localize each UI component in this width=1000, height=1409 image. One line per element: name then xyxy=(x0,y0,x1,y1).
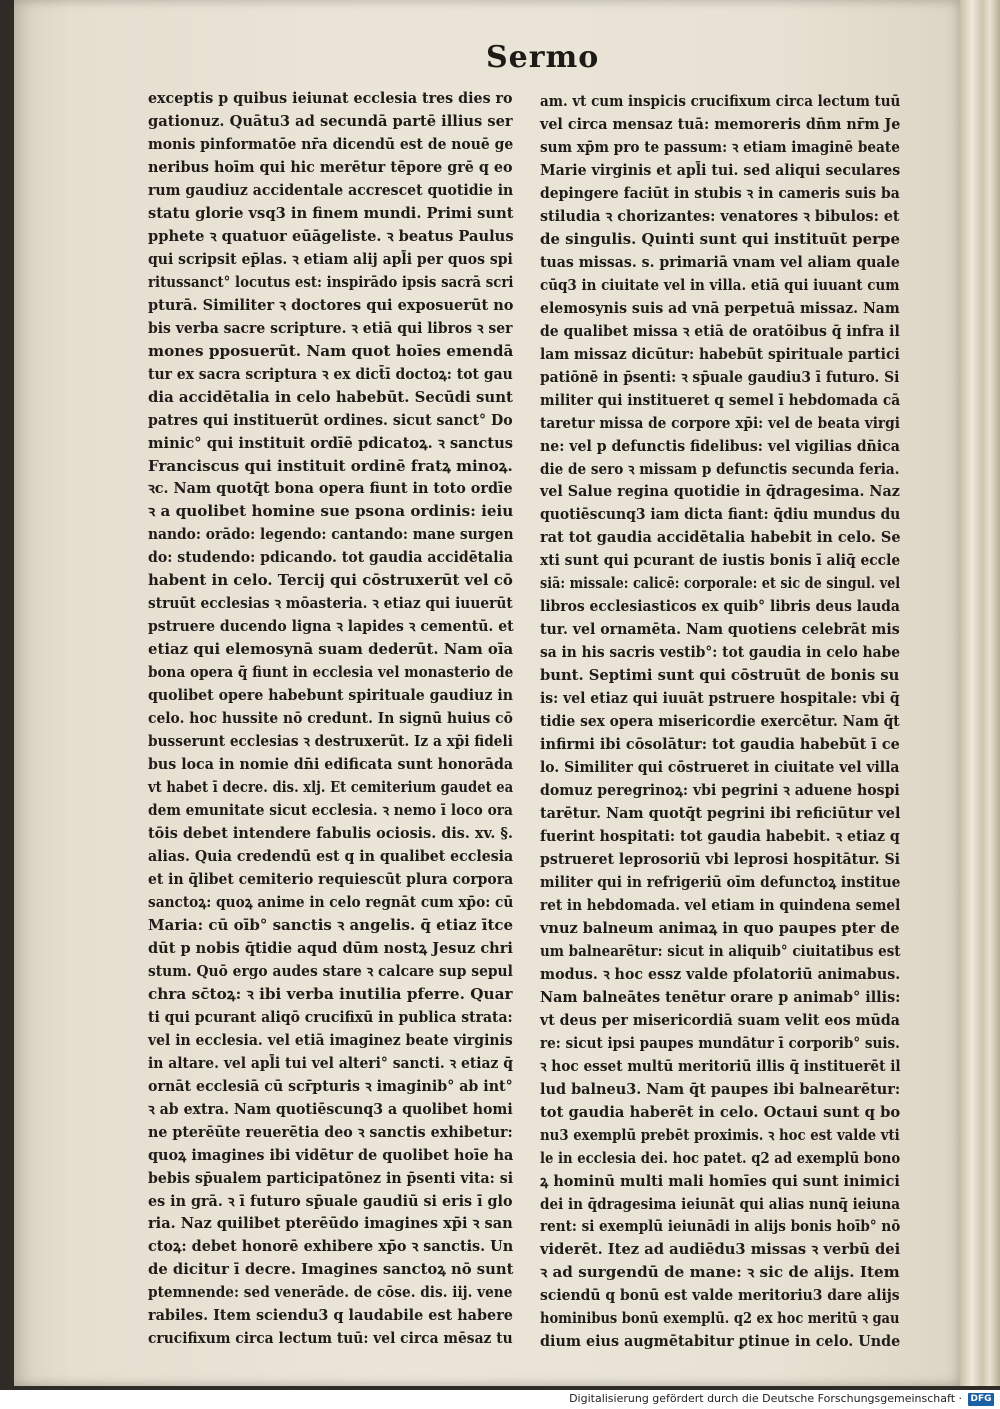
text-line: ti qui pcurant aliqō crucifixū in publica strata: xyxy=(148,1008,513,1026)
text-line: quoꝝ imagines ibi vidētur de quolibet hoīe ha xyxy=(148,1146,514,1164)
text-line: de dicitur ī decre. Imagines sanctoꝝ nō sunt xyxy=(148,1261,514,1279)
text-line: hominibus bonū exemplū. q2 ex hoc meritū ꝛ gau xyxy=(540,1310,900,1328)
text-line: de qualibet missa ꝛ etiā de oratōibus q̄ infra il xyxy=(540,322,900,340)
text-line: lud balneu3. Nam q̄t paupes ibi balnearētur: xyxy=(540,1080,901,1098)
text-line: domuz peregrinoꝝ: vbi pegrini ꝛ aduene hospi xyxy=(540,782,900,800)
text-line: minic° qui instituit ordīē pdicatoꝝ. ꝛ sanctus xyxy=(148,434,514,452)
text-line: et in q̄libet cemiterio requiescūt plura corpora xyxy=(148,870,514,888)
text-line: ꝝ hominū multi mali homīes qui sunt inimici xyxy=(540,1172,900,1190)
text-line: qui scripsit ep̄las. ꝛ etiam alij apl̄i per quos spi xyxy=(148,250,513,268)
text-line: tuas missas. s. primariā vnam vel aliam quale xyxy=(540,253,900,271)
text-line: ctoꝝ: debet honorē exhibere xp̄o ꝛ sanctis. Un xyxy=(148,1238,514,1256)
text-line: tarētur. Nam quotq̄t pegrini ibi reficiūtur vel xyxy=(540,805,901,823)
text-line: alias. Quia credendū est q in qualibet ecclesia xyxy=(148,847,514,865)
text-line: pstruere ducendo ligna ꝛ lapides ꝛ cementū. et xyxy=(148,618,514,636)
text-line: siā: missale: calicē: corporale: et sic de singul. vel xyxy=(540,575,901,593)
text-line: nu3 exemplū prebēt proximis. ꝛ hoc est valde vti xyxy=(540,1126,900,1144)
text-line: pphete ꝛ quatuor eūāgeliste. ꝛ beatus Paulus xyxy=(148,227,514,245)
text-line: libros ecclesiasticos ex quib° libris deus lauda xyxy=(540,598,900,616)
text-line: dūt p nobis q̄tidie aqud dūm nostꝝ Jesuz chri xyxy=(148,939,513,957)
text-line: militer qui in refrigeriū oīm defunctoꝝ institue xyxy=(540,873,901,891)
text-line: vt habet ī decre. dis. xlj. Et cemiterium gaudet ea xyxy=(148,779,514,797)
text-line: rum gaudiuz accidentale accrescet quotidie in xyxy=(148,181,514,199)
text-line: celo. hoc hussite nō credunt. In signū huius cō xyxy=(148,710,513,728)
text-line: depingere faciūt in stubis ꝛ in cameris suis ba xyxy=(540,184,900,202)
text-line: um balnearētur: sicut in aliquib° ciuitatibus est xyxy=(540,942,901,960)
digitization-footer xyxy=(0,1390,1000,1409)
text-line: de singulis. Quinti sunt qui instituūt perpe xyxy=(540,230,900,248)
text-line: sanctoꝝ: quoꝝ anime in celo regnāt cum xp̄o: cū xyxy=(148,893,514,911)
text-line: Marie virginis et apl̄i tui. sed aliqui seculares xyxy=(540,161,901,179)
text-line: quolibet opere habebunt spirituale gaudiuz in xyxy=(148,687,514,705)
text-line: es in grā. ꝛ ī futuro sp̄uale gaudiū si eris ī glo xyxy=(148,1192,513,1210)
text-line: ꝛ ab extra. Nam quotiēscunq3 a quolibet homi xyxy=(148,1100,513,1118)
text-line: tōis debet intendere fabulis ociosis. dis. xv. §. xyxy=(148,825,513,842)
text-line: busserunt ecclesias ꝛ destruxerūt. Iz a xp̄i fideli xyxy=(148,733,513,751)
text-line: nando: orādo: legendo: cantando: mane surgen xyxy=(148,526,514,544)
text-line: sciendū q bonū est valde meritoriu3 dare alijs xyxy=(540,1287,900,1305)
text-line: patiōnē in p̄senti: ꝛ sp̄uale gaudiu3 ī futuro. Si xyxy=(540,368,900,386)
text-line: dei in q̄dragesima ieiunāt qui alias nunq̄ ieiuna xyxy=(540,1195,900,1213)
text-line: etiaz qui elemosynā suam dederūt. Nam oīa xyxy=(148,641,514,659)
text-line: ornāt ecclesiā cū scr̄pturis ꝛ imaginib° ab int° xyxy=(148,1077,513,1095)
text-line: rabiles. Item sciendu3 q laudabile est habere xyxy=(148,1307,513,1325)
text-line: re: sicut ipsi paupes mundātur ī corporib° suis. xyxy=(540,1034,900,1052)
text-line: do: studendo: pdicando. tot gaudia accidētalia xyxy=(148,549,514,567)
text-line: tur. vel ornamēta. Nam quotiens celebrāt mis xyxy=(540,621,900,639)
text-line: statu glorie vsq3 in finem mundi. Primi sunt xyxy=(148,204,514,222)
text-line: gationuz. Quātu3 ad secundā partē illius ser xyxy=(148,112,513,130)
text-line: sum xp̄m pro te passum: ꝛ etiam imaginē beate xyxy=(540,138,900,156)
text-line: viderēt. Itez ad audiēdu3 missas ꝛ verbū dei xyxy=(540,1241,901,1259)
text-line: ꝛc. Nam quotq̄t bona opera fiunt in toto ordīe xyxy=(148,480,513,498)
text-line: Nam balneātes tenētur orare p animab° illis: xyxy=(540,988,901,1006)
text-line: vt deus per misericordiā suam velit eos mūda xyxy=(540,1011,900,1029)
text-line: taretur missa de corpore xp̄i: vel de beata virgi xyxy=(540,414,900,432)
text-line: mones pposuerūt. Nam quot hoīes emendā xyxy=(148,342,514,360)
text-line: bona opera q̄ fiunt in ecclesia vel monasterio de xyxy=(148,664,514,682)
text-line: vel Salue regina quotidie in q̄dragesima. Naz xyxy=(540,483,900,501)
text-line: fuerint hospitati: tot gaudia habebit. ꝛ etiaz q xyxy=(540,828,900,845)
text-line: lam missaz dicūtur: habebūt spirituale partici xyxy=(540,345,900,363)
text-line: ne: vel p defunctis fidelibus: vel vigilias dn̄ica xyxy=(540,437,900,455)
text-line: bebis sp̄ualem participatōnez in p̄senti vita: si xyxy=(148,1169,514,1187)
text-line: infirmi ibi cōsolātur: tot gaudia habebūt ī ce xyxy=(540,736,900,754)
text-line: vel in ecclesia. vel etiā imaginez beate virginis xyxy=(148,1031,513,1049)
text-line: rat tot gaudia accidētalia habebit in celo. Se xyxy=(540,529,901,547)
footer-credit: Digitalisierung gefördert durch die Deutsche Forschungsgemeinschaft · xyxy=(569,1392,962,1405)
text-line: stum. Quō ergo audes stare ꝛ calcare sup sepul xyxy=(148,962,513,980)
text-line: struūt ecclesias ꝛ mōasteria. ꝛ etiaz qui iuuerūt xyxy=(148,595,513,613)
text-line: tidie sex opera misericordie exercētur. Nam q̄t xyxy=(540,713,900,731)
text-line: xti sunt qui pcurant de iustis bonis ī aliq̄ eccle xyxy=(540,552,901,570)
text-line: ret in hebdomada. vel etiam in quindena semel xyxy=(540,896,901,914)
text-line: ꝛ hoc esset multū meritoriū illis q̄ instituerēt il xyxy=(540,1057,901,1075)
text-line: pstrueret leprosoriū vbi leprosi hospitātur. Si xyxy=(540,850,901,868)
page-edge xyxy=(960,0,1000,1386)
text-line: vel circa mensaz tuā: memoreris dn̄m nr̄m Je xyxy=(540,115,901,133)
text-line: die de sero ꝛ missam p defunctis secunda feria. xyxy=(540,460,900,478)
text-line: rent: si exemplū ieiunādi in alijs bonis hoīb° nō xyxy=(540,1218,901,1236)
text-line: stiludia ꝛ chorizantes: venatores ꝛ bibulos: et xyxy=(540,207,900,225)
text-line: in altare. vel apl̄i tui vel alteri° sancti. ꝛ etiaz q̄ xyxy=(148,1054,513,1072)
text-line: Maria: cū oīb° sanctis ꝛ angelis. q̄ etiaz ītce xyxy=(148,916,514,934)
left-text-column xyxy=(148,88,513,1351)
dfg-logo: DFG xyxy=(968,1393,994,1406)
text-line: dium eius augmētabitur ꝑtinue in celo. Unde xyxy=(540,1333,901,1351)
text-line: monis pinformatōe nr̄a dicendū est de nouē ge xyxy=(148,135,514,153)
text-line: dem emunitate sicut ecclesia. ꝛ nemo ī loco ora xyxy=(148,802,513,820)
text-line: ꝛ a quolibet homine sue psona ordinis: ieiu xyxy=(148,503,514,521)
text-line: dia accidētalia in celo habebūt. Secūdi sunt xyxy=(148,388,513,406)
right-text-column xyxy=(540,91,900,1354)
text-line: le in ecclesia dei. hoc patet. q2 ad exemplū bono xyxy=(540,1149,901,1167)
text-line: patres qui instituerūt ordines. sicut sanct° Do xyxy=(148,411,513,429)
text-line: ptemnende: sed venerāde. de cōse. dis. iij. vene xyxy=(148,1284,513,1302)
text-line: tot gaudia haberēt in celo. Octaui sunt q bo xyxy=(540,1103,901,1121)
text-line: is: vel etiaz qui iuuāt pstruere hospitale: vbi q̄ xyxy=(540,690,900,708)
text-line: ne pterēūte reuerētia deo ꝛ sanctis exhibetur: xyxy=(148,1123,513,1141)
text-line: neribus hoīm qui hic merētur tēpore grē q eo xyxy=(148,158,513,176)
text-line: tur ex sacra scriptura ꝛ ex dict̄ī doctoꝝ: tot gau xyxy=(148,365,513,383)
text-line: bunt. Septimi sunt qui cōstruūt de bonis su xyxy=(540,667,900,685)
text-line: vnuz balneum animaꝝ in quo paupes pter de xyxy=(540,919,900,937)
text-line: ria. Naz quilibet pterēūdo imagines xp̄i ꝛ san xyxy=(148,1215,513,1233)
text-line: chra sc̄toꝝ: ꝛ ibi verba inutilia pferre. Quar xyxy=(148,985,513,1003)
text-line: bus loca in nomie dn̄i edificata sunt honorāda xyxy=(148,756,514,774)
text-line: Franciscus qui instituit ordinē fratꝝ minoꝝ. xyxy=(148,457,513,475)
text-line: modus. ꝛ hoc essz valde pfolatoriū animabus. xyxy=(540,965,901,983)
text-line: lo. Similiter qui cōstrueret in ciuitate vel villa xyxy=(540,759,900,777)
text-line: sa in his sacris vestib°: tot gaudia in celo habe xyxy=(540,644,900,662)
text-line: ritussanct° locutus est: inspirādo ipsis sacrā scri xyxy=(148,273,514,291)
text-line: exceptis p quibus ieiunat ecclesia tres dies ro xyxy=(148,90,513,107)
text-line: cūq3 in ciuitate vel in villa. etiā qui iuuant cum xyxy=(540,276,900,294)
text-line: militer qui institueret q semel ī hebdomada cā xyxy=(540,391,901,409)
text-line: elemosynis suis ad vnā perpetuā missaz. Nam xyxy=(540,299,900,317)
running-head: Sermo xyxy=(486,40,600,75)
text-line: bis verba sacre scripture. ꝛ etiā qui libros ꝛ ser xyxy=(148,319,513,337)
text-line: crucifixum circa lectum tuū: vel circa mēsaz tu xyxy=(148,1330,513,1348)
text-line: quotiēscunq3 iam dicta fiant: q̄diu mundus du xyxy=(540,506,901,524)
text-line: ꝛ ad surgendū de mane: ꝛ sic de alijs. Item xyxy=(540,1264,900,1282)
text-line: am. vt cum inspicis crucifixum circa lectum tuū xyxy=(540,93,901,110)
text-line: habent in celo. Tercij qui cōstruxerūt vel cō xyxy=(148,572,513,590)
text-line: pturā. Similiter ꝛ doctores qui exposuerūt no xyxy=(148,296,514,314)
